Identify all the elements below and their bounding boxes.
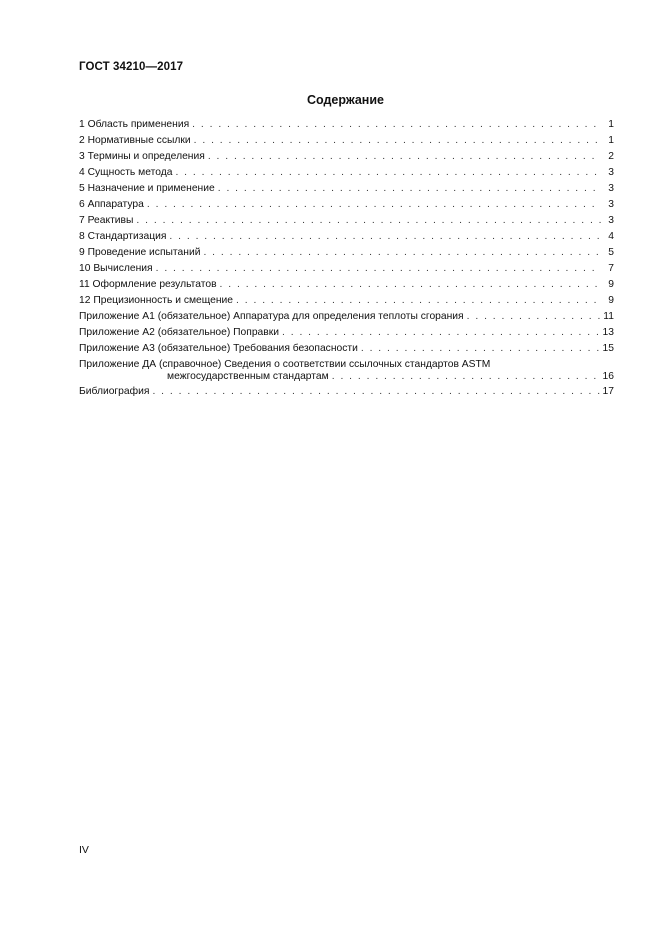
document-header: ГОСТ 34210—2017 [79,61,184,73]
toc-entry-page: 11 [603,311,614,322]
toc-entry[interactable] [79,311,614,323]
dot-leader [169,231,601,243]
toc-entry-page: 13 [602,327,614,338]
toc-entry-label: 1 Область применения [79,119,190,130]
toc-entry-label: 12 Прецизионность и смещение [79,295,234,306]
toc-title: Содержание [306,93,384,107]
dot-leader [361,343,600,355]
toc-entry-label: 8 Стандартизация [79,231,167,242]
toc-entry-label: 10 Вычисления [79,263,153,274]
toc-entry-label: Приложение ДА (справочное) Сведения о соответствии ссылочных стандартов ASTM [79,359,491,370]
dot-leader [156,263,601,275]
dot-leader [203,247,601,259]
toc-entry-page: 7 [608,263,614,274]
toc-entry[interactable] [79,247,614,259]
toc-entry-page: 1 [608,135,614,146]
toc-entry-page: 9 [608,295,614,306]
toc-entry[interactable] [79,135,614,147]
dot-leader [175,167,601,179]
toc-entry-label: 2 Нормативные ссылки [79,135,191,146]
toc-entry-label-continued: межгосударственным стандартам [167,371,329,382]
toc-entry-page: 17 [602,386,614,397]
toc-entry-label: 9 Проведение испытаний [79,247,201,258]
toc-entry[interactable] [79,199,614,211]
toc-entry[interactable] [79,263,614,275]
toc-entry-label: 11 Оформление результатов [79,279,217,290]
toc-entry[interactable] [79,119,614,131]
toc-entries [79,119,614,355]
dot-leader [332,371,600,383]
toc-entry[interactable] [79,343,614,355]
dot-leader [220,279,601,291]
toc-entry-page: 3 [608,183,614,194]
toc-entry-label: 4 Сущность метода [79,167,173,178]
toc-entry-page: 5 [608,247,614,258]
toc-entry-page: 3 [608,199,614,210]
toc-entry-page: 9 [608,279,614,290]
toc-entry-page: 15 [602,343,614,354]
toc-entry-label: Приложение А1 (обязательное) Аппаратура для определения теплоты сгорания [79,311,464,322]
dot-leader [218,183,601,195]
toc-entry-label: 6 Аппаратура [79,199,144,210]
toc-entry-page: 3 [608,215,614,226]
table-of-contents [79,119,614,398]
dot-leader [282,327,600,339]
toc-entry-label: Приложение А3 (обязательное) Требования безопасности [79,343,358,354]
toc-entry-appendix-da[interactable] [79,359,614,383]
toc-entry[interactable] [79,183,614,195]
toc-entry[interactable] [79,167,614,179]
dot-leader [208,151,601,163]
toc-entry-bibliography[interactable] [79,386,614,398]
toc-entry-page: 4 [608,231,614,242]
dot-leader [192,119,601,131]
dot-leader [194,135,601,147]
toc-entry-page: 2 [608,151,614,162]
dot-leader [467,311,601,323]
toc-entry[interactable] [79,215,614,227]
toc-entry[interactable] [79,295,614,307]
toc-entry[interactable] [79,327,614,339]
toc-entry-page: 3 [608,167,614,178]
dot-leader [147,199,601,211]
page-number: IV [79,844,89,856]
toc-entry-page: 16 [602,371,614,382]
toc-entry-page: 1 [608,119,614,130]
toc-entry[interactable] [79,279,614,291]
dot-leader [236,295,601,307]
toc-entry-label: 5 Назначение и применение [79,183,215,194]
toc-entry[interactable] [79,231,614,243]
toc-entry-label: Приложение А2 (обязательное) Поправки [79,327,280,338]
toc-entry[interactable] [79,151,614,163]
dot-leader [136,215,601,227]
dot-leader [152,386,599,398]
toc-entry-label: 7 Реактивы [79,215,134,226]
toc-entry-label: 3 Термины и определения [79,151,205,162]
toc-entry-label: Библиография [79,386,150,397]
